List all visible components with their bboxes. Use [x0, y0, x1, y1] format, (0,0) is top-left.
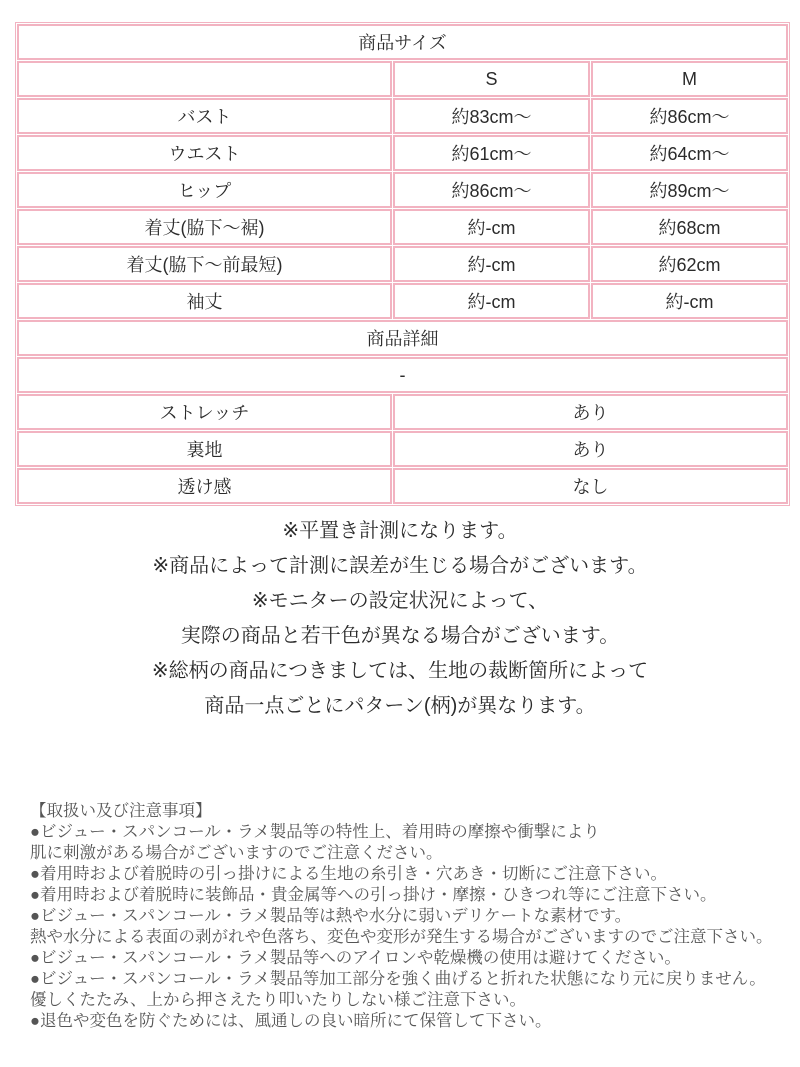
sleeve-value-s: 約-cm — [393, 283, 590, 319]
care-line: 優しくたたみ、上から押さえたり叩いたりしない様ご注意下さい。 — [30, 991, 526, 1009]
hip-value-m: 約89cm〜 — [591, 172, 788, 208]
care-instructions — [0, 801, 800, 1032]
note-line: 実際の商品と若干色が異なる場合がございます。 — [180, 625, 620, 647]
table-row — [17, 468, 788, 504]
size-table-title: 商品サイズ — [17, 24, 788, 60]
details-value: - — [17, 357, 788, 393]
care-line: ●退色や変色を防ぐためには、風通しの良い暗所にて保管して下さい。 — [30, 1012, 552, 1030]
row-label-length-hem: 着丈(脇下〜裾) — [17, 209, 392, 245]
length-front-value-s: 約-cm — [393, 246, 590, 282]
care-line: ●ビジュー・スパンコール・ラメ製品等加工部分を強く曲げると折れた状態になり元に戻りません。 — [30, 970, 766, 988]
waist-value-m: 約64cm〜 — [591, 135, 788, 171]
corner-cell — [17, 61, 392, 97]
table-row — [17, 24, 788, 60]
row-label-hip: ヒップ — [17, 172, 392, 208]
note-line: ※モニターの設定状況によって、 — [251, 590, 549, 612]
waist-value-s: 約61cm〜 — [393, 135, 590, 171]
sleeve-value-m: 約-cm — [591, 283, 788, 319]
length-front-value-m: 約62cm — [591, 246, 788, 282]
care-line: 肌に刺激がある場合がございますのでご注意ください。 — [30, 844, 443, 862]
length-hem-value-m: 約68cm — [591, 209, 788, 245]
table-row — [17, 394, 788, 430]
spec-label-lining: 裏地 — [17, 431, 392, 467]
spec-label-sheerness: 透け感 — [17, 468, 392, 504]
note-line: ※商品によって計測に誤差が生じる場合がございます。 — [152, 555, 648, 577]
note-line: 商品一点ごとにパターン(柄)が異なります。 — [204, 695, 596, 717]
table-row — [17, 431, 788, 467]
table-row — [17, 172, 788, 208]
table-row — [17, 135, 788, 171]
table-row — [17, 283, 788, 319]
row-label-bust: バスト — [17, 98, 392, 134]
note-line: ※平置き計測になります。 — [282, 520, 518, 542]
bust-value-m: 約86cm〜 — [591, 98, 788, 134]
table-row — [17, 320, 788, 356]
note-line: ※総柄の商品につきましては、生地の裁断箇所によって — [151, 660, 649, 682]
table-row — [17, 357, 788, 393]
care-line: ●ビジュー・スパンコール・ラメ製品等の特性上、着用時の摩擦や衝撃により — [30, 823, 600, 841]
length-hem-value-s: 約-cm — [393, 209, 590, 245]
care-line: ●ビジュー・スパンコール・ラメ製品等へのアイロンや乾燥機の使用は避けてください。 — [30, 949, 681, 967]
care-heading: 【取扱い及び注意事項】 — [30, 802, 212, 820]
col-header-s: S — [393, 61, 590, 97]
spec-value-lining: あり — [393, 431, 788, 467]
spec-value-sheerness: なし — [393, 468, 788, 504]
table-row — [17, 98, 788, 134]
care-line: 熱や水分による表面の剥がれや色落ち、変色や変形が発生する場合がございますのでご注意下さい。 — [30, 928, 773, 946]
hip-value-s: 約86cm〜 — [393, 172, 590, 208]
table-row — [17, 209, 788, 245]
table-row — [17, 246, 788, 282]
row-label-waist: ウエスト — [17, 135, 392, 171]
col-header-m: M — [591, 61, 788, 97]
spec-label-stretch: ストレッチ — [17, 394, 392, 430]
spec-value-stretch: あり — [393, 394, 788, 430]
care-line: ●ビジュー・スパンコール・ラメ製品等は熱や水分に弱いデリケートな素材です。 — [30, 907, 632, 925]
measurement-notes — [0, 514, 800, 724]
table-row — [17, 61, 788, 97]
care-line: ●着用時および着脱時の引っ掛けによる生地の糸引き・穴あき・切断にご注意下さい。 — [30, 865, 667, 883]
size-table — [15, 22, 790, 506]
details-header: 商品詳細 — [17, 320, 788, 356]
row-label-length-front: 着丈(脇下〜前最短) — [17, 246, 392, 282]
bust-value-s: 約83cm〜 — [393, 98, 590, 134]
row-label-sleeve: 袖丈 — [17, 283, 392, 319]
care-line: ●着用時および着脱時に装飾品・貴金属等への引っ掛け・摩擦・ひきつれ等にご注意下さい。 — [30, 886, 717, 904]
